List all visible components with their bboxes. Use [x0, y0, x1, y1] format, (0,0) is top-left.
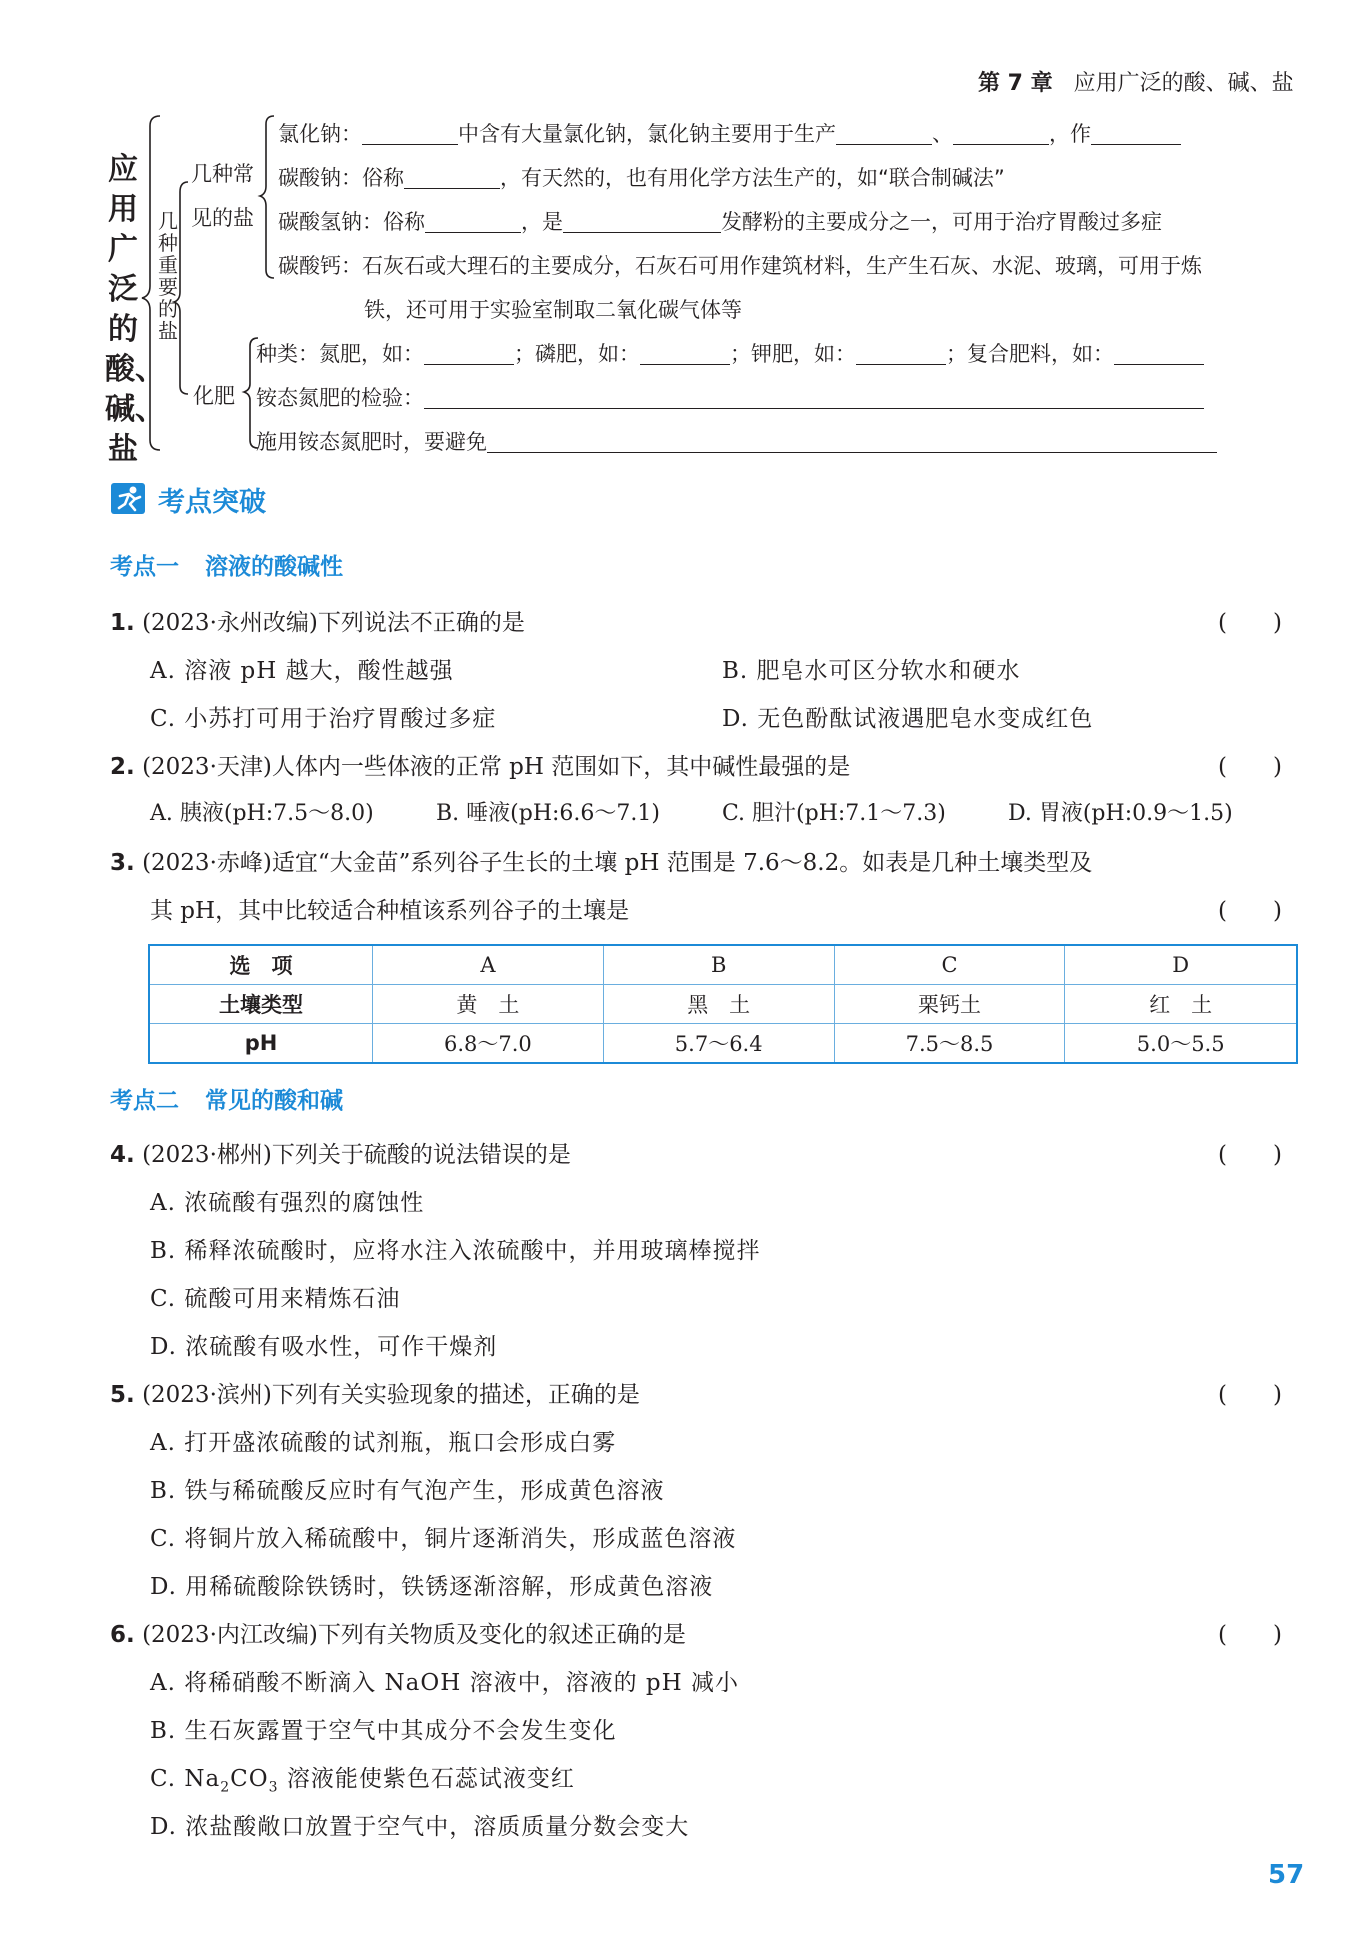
q4-option-c[interactable]: C. 硫酸可用来精炼石油	[150, 1286, 401, 1312]
table-cell: D	[1065, 945, 1297, 985]
table-cell: B	[603, 945, 834, 985]
table-cell: A	[373, 945, 604, 985]
answer-bracket[interactable]: ( )	[1218, 610, 1282, 636]
kaodian-1-heading: 考点一 溶液的酸碱性	[110, 554, 343, 580]
q6-option-a[interactable]: A. 将稀硝酸不断滴入 NaOH 溶液中，溶液的 pH 减小	[150, 1670, 740, 1696]
q1-option-d[interactable]: D. 无色酚酞试液遇肥皂水变成红色	[722, 706, 1094, 732]
q5-option-c[interactable]: C. 将铜片放入稀硫酸中，铜片逐渐消失，形成蓝色溶液	[150, 1526, 737, 1552]
blank[interactable]	[487, 432, 1217, 453]
q6-option-d[interactable]: D. 浓盐酸敞口放置于空气中，溶质质量分数会变大	[150, 1814, 690, 1840]
blank[interactable]	[640, 344, 730, 365]
blank[interactable]	[362, 124, 458, 145]
q1-option-c[interactable]: C. 小苏打可用于治疗胃酸过多症	[150, 706, 497, 732]
blank[interactable]	[424, 344, 514, 365]
section-title: 考点突破	[158, 487, 266, 518]
q1-option-b[interactable]: B. 肥皂水可区分软水和硬水	[722, 658, 1021, 684]
q5-option-d[interactable]: D. 用稀硫酸除铁锈时，铁锈逐渐溶解，形成黄色溶液	[150, 1574, 714, 1600]
table-row	[149, 945, 1297, 985]
q2-option-c[interactable]: C. 胆汁(pH:7.1～7.3)	[722, 801, 946, 826]
q6-option-b[interactable]: B. 生石灰露置于空气中其成分不会发生变化	[150, 1718, 617, 1744]
answer-bracket[interactable]: ( )	[1218, 754, 1282, 780]
table-cell: 5.0～5.5	[1065, 1024, 1297, 1064]
fertilizer-label: 化肥	[193, 384, 235, 408]
running-person-icon	[110, 482, 148, 516]
q4-option-d[interactable]: D. 浓硫酸有吸水性，可作干燥剂	[150, 1334, 498, 1360]
common-salts-label	[191, 158, 254, 232]
blank[interactable]	[424, 388, 1204, 409]
na2co3-line: 碳酸钠：俗称 ，有天然的，也有用化学方法生产的，如“联合制碱法”	[278, 166, 1005, 190]
blank[interactable]	[836, 124, 932, 145]
table-cell: 土壤类型	[149, 985, 373, 1024]
common-salts-label-1: 几种常	[191, 162, 254, 186]
q1-option-a[interactable]: A. 溶液 pH 越大，酸性越强	[150, 658, 454, 684]
common-salts-label-2: 见的盐	[191, 206, 254, 230]
nahco3-line: 碳酸氢钠：俗称 ，是 发酵粉的主要成分之一，可用于治疗胃酸过多症	[278, 210, 1162, 234]
kaodian-2-heading: 考点二 常见的酸和碱	[110, 1088, 343, 1114]
table-cell: 黄 土	[373, 985, 604, 1024]
table-cell: 栗钙土	[834, 985, 1065, 1024]
page-number: 57	[1268, 1860, 1305, 1890]
q5-option-a[interactable]: A. 打开盛浓硫酸的试剂瓶，瓶口会形成白雾	[150, 1430, 617, 1456]
caco3-line1: 碳酸钙：石灰石或大理石的主要成分，石灰石可用作建筑材料，生产生石灰、水泥、玻璃，可用于炼	[278, 254, 1202, 278]
fertilizer-test-line: 铵态氮肥的检验：	[256, 382, 1204, 412]
q4-option-a[interactable]: A. 浓硫酸有强烈的腐蚀性	[150, 1190, 425, 1216]
soil-ph-table	[148, 944, 1298, 1064]
table-cell: 选 项	[149, 945, 373, 985]
q2-option-b[interactable]: B. 唾液(pH:6.6～7.1)	[436, 801, 660, 826]
chapter-number: 第 7 章	[978, 71, 1053, 96]
blank[interactable]	[563, 212, 721, 233]
table-cell: 5.7～6.4	[603, 1024, 834, 1064]
fertilizer-use-line: 施用铵态氮肥时，要避免	[256, 426, 1217, 456]
table-row	[149, 1024, 1297, 1064]
q2-option-a[interactable]: A. 胰液(pH:7.5～8.0)	[150, 801, 374, 826]
blank[interactable]	[404, 168, 500, 189]
q2-option-d[interactable]: D. 胃液(pH:0.9～1.5)	[1008, 801, 1233, 826]
answer-bracket[interactable]: ( )	[1218, 1622, 1282, 1648]
q6-option-c[interactable]: C. $Na_2CO_3$ 溶液能使紫色石蕊试液变红	[150, 1766, 575, 1796]
question-4: 4. (2023·郴州)下列关于硫酸的说法错误的是	[110, 1142, 571, 1168]
nacl-line: 氯化钠： 中含有大量氯化钠，氯化钠主要用于生产 、 ，作	[278, 118, 1181, 148]
q5-option-b[interactable]: B. 铁与稀硫酸反应时有气泡产生，形成黄色溶液	[150, 1478, 665, 1504]
answer-bracket[interactable]: ( )	[1218, 898, 1282, 924]
fertilizer-types-line: 种类：氮肥，如： ；磷肥，如： ；钾肥，如： ；复合肥料，如：	[256, 338, 1204, 368]
blank[interactable]	[425, 212, 521, 233]
q4-option-b[interactable]: B. 稀释浓硫酸时，应将水注入浓硫酸中，并用玻璃棒搅拌	[150, 1238, 761, 1264]
question-3: 3. (2023·赤峰)适宜“大金苗”系列谷子生长的土壤 pH 范围是 7.6～8.2。如表是几种土壤类型及	[110, 850, 1093, 876]
concept-map-root: 应用广泛的酸、碱、盐	[105, 152, 165, 467]
table-cell: 6.8～7.0	[373, 1024, 604, 1064]
question-3-line2: 其 pH，其中比较适合种植该系列谷子的土壤是	[150, 898, 630, 924]
answer-bracket[interactable]: ( )	[1218, 1142, 1282, 1168]
blank[interactable]	[1114, 344, 1204, 365]
table-cell: 黑 土	[603, 985, 834, 1024]
blank[interactable]	[953, 124, 1049, 145]
table-row	[149, 985, 1297, 1024]
concept-map-branch: 几种重要的盐	[158, 209, 178, 343]
question-2: 2. (2023·天津)人体内一些体液的正常 pH 范围如下，其中碱性最强的是	[110, 754, 851, 780]
chapter-title: 应用广泛的酸、碱、盐	[1073, 71, 1294, 96]
question-5: 5. (2023·滨州)下列有关实验现象的描述，正确的是	[110, 1382, 640, 1408]
question-6: 6. (2023·内江改编)下列有关物质及变化的叙述正确的是	[110, 1622, 686, 1648]
table-cell: C	[834, 945, 1065, 985]
table-cell: pH	[149, 1024, 373, 1064]
table-cell: 7.5～8.5	[834, 1024, 1065, 1064]
caco3-line2: 铁，还可用于实验室制取二氧化碳气体等	[364, 298, 742, 322]
answer-bracket[interactable]: ( )	[1218, 1382, 1282, 1408]
blank[interactable]	[856, 344, 946, 365]
question-1: 1. (2023·永州改编)下列说法不正确的是	[110, 610, 525, 636]
blank[interactable]	[1091, 124, 1181, 145]
table-cell: 红 土	[1065, 985, 1297, 1024]
